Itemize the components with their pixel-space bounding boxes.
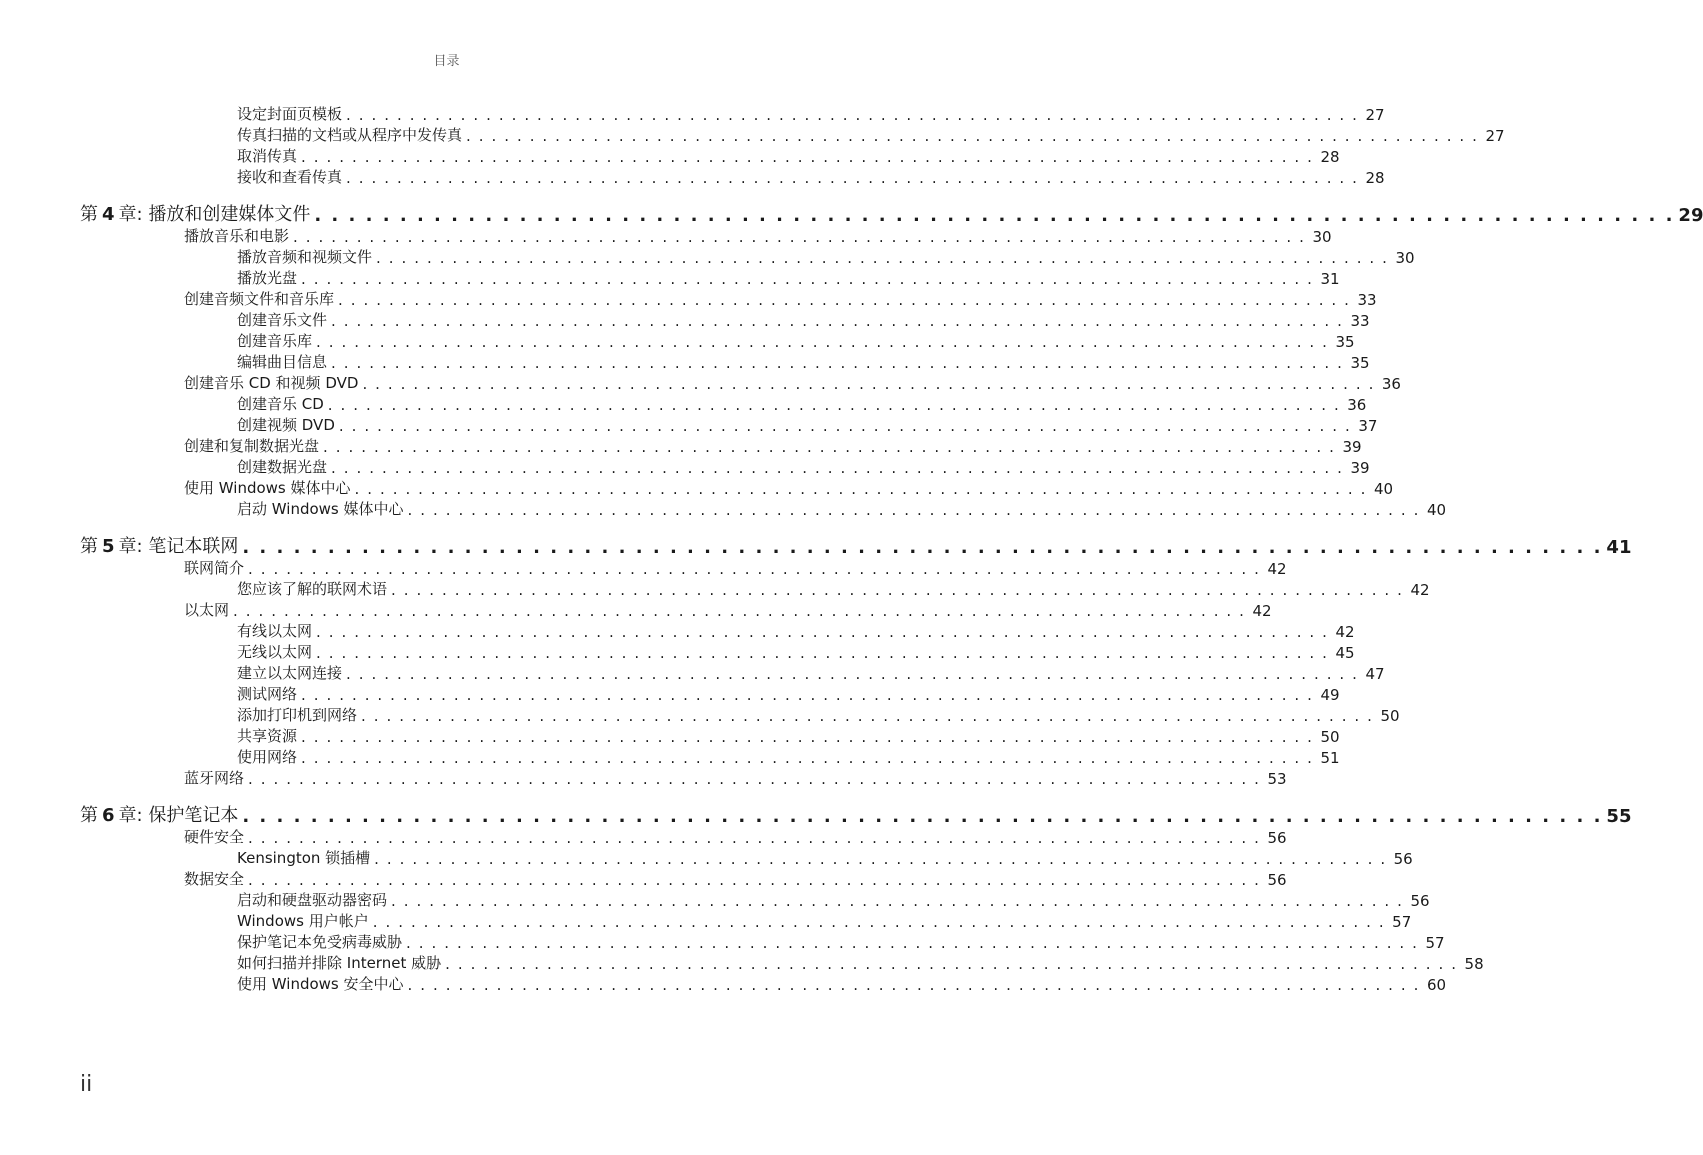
toc-entry[interactable] <box>237 310 1370 330</box>
toc-page-number: 56 <box>1267 829 1287 847</box>
toc-page-number: 30 <box>1312 228 1332 246</box>
dot-leader: . . . . . . . . . . . . . . . . . . . . . . . . . . . . . . . . . . . . . . . . . . . . . . . . . . . . . . . . . . . . . . . . . . . . . . . . . . . . . . . . <box>362 375 1375 393</box>
toc-entry[interactable] <box>237 932 1445 952</box>
toc-chapter-entry[interactable] <box>80 200 1703 226</box>
toc-entry-title: 无线以太网 <box>237 643 313 661</box>
toc-page-number: 50 <box>1380 707 1400 725</box>
toc-entry-title: 接收和查看传真 <box>237 168 343 186</box>
toc-entry[interactable] <box>184 373 1401 393</box>
toc-entry-title: 创建音乐文件 <box>237 311 328 329</box>
toc-entry-title: 创建音频文件和音乐库 <box>184 290 335 308</box>
dot-leader: . . . . . . . . . . . . . . . . . . . . . . . . . . . . . . . . . . . . . . . . . . . . . . . . . . . . . . . . . . . . . . . . . . . . . . . . . . . . . . . . <box>391 581 1404 599</box>
toc-page-number: 28 <box>1365 169 1385 187</box>
toc-entry-title: 播放音乐和电影 <box>184 227 290 245</box>
toc-entry-title <box>80 801 238 827</box>
toc-entry-title <box>80 532 238 558</box>
toc-entry[interactable] <box>184 827 1287 847</box>
toc-entry-title: 使用网络 <box>237 748 298 766</box>
toc-entry-title: 数据安全 <box>184 870 245 888</box>
chapter-prefix: 第 <box>80 805 98 826</box>
toc-entry[interactable] <box>237 499 1447 519</box>
dot-leader: . . . . . . . . . . . . . . . . . . . . . . . . . . . . . . . . . . . . . . . . . . . . . . . . . . . . . . . . . . . . . . . . . . . . . . . . . . . . . . . . <box>346 169 1359 187</box>
toc-entry[interactable] <box>237 457 1370 477</box>
toc-entry[interactable] <box>237 621 1355 641</box>
toc-entry-title: 建立以太网连接 <box>237 664 343 682</box>
toc-entry[interactable] <box>237 125 1505 145</box>
dot-leader: . . . . . . . . . . . . . . . . . . . . . . . . . . . . . . . . . . . . . . . . . . . . . . . . . . . . . . . . . . . . . . . . . . . . . . . . . . . . . . . . <box>338 417 1352 435</box>
toc-entry[interactable] <box>237 726 1340 746</box>
toc-entry[interactable] <box>184 289 1377 309</box>
toc-chapter-entry[interactable] <box>80 532 1632 558</box>
toc-entry-title: Windows 用户帐户 <box>237 912 369 930</box>
toc-page-number: 28 <box>1320 148 1340 166</box>
toc-entry-title: Kensington 锁插槽 <box>237 849 371 867</box>
toc-page-number: 36 <box>1381 375 1401 393</box>
dot-leader: . . . . . . . . . . . . . . . . . . . . . . . . . . . . . . . . . . . . . . . . . . . . . . . . . . . . . . . . . . . . . . . . . . . . . . . . . . . . . . . . <box>327 396 1341 414</box>
toc-page-number: 57 <box>1392 913 1412 931</box>
page-number: ii <box>80 1072 93 1097</box>
toc-chapter-entry[interactable] <box>80 801 1632 827</box>
dot-leader: . . . . . . . . . . . . . . . . . . . . . . . . . . . . . . . . . . . . . . . . . . . . . . . . . . . . . . . . . . . . . . . . . . . . . . . . . . . . . . . . <box>338 291 1351 309</box>
toc-page-number: 35 <box>1335 333 1355 351</box>
dot-leader: . . . . . . . . . . . . . . . . . . . . . . . . . . . . . . . . . . . . . . . . . . . . . . . . . . . . . . . . . . . . . . . . . . . . . . . . . . . . . . . . <box>301 148 1314 166</box>
toc-page-number: 58 <box>1464 955 1484 973</box>
dot-leader: . . . . . . . . . . . . . . . . . . . . . . . . . . . . . . . . . . . . . . . . . . . . . . . . . . . . . . . . . . . . . . . . . . . . . . . . . . . . . . . . <box>301 270 1314 288</box>
toc-entry[interactable] <box>237 642 1355 662</box>
toc-page-number: 35 <box>1350 354 1370 372</box>
toc-entry[interactable] <box>237 890 1430 910</box>
chapter-title: 章: 播放和创建媒体文件 <box>118 204 311 225</box>
toc-page-number: 60 <box>1426 976 1447 994</box>
dot-leader: . . . . . . . . . . . . . . . . . . . . . . . . . . . . . . . . . . . . . . . . . . . . . . . . . . . . . . . . . . . . . . . . . . . . . . . . . . . . . . . . <box>407 501 1421 519</box>
toc-entry-title: 您应该了解的联网术语 <box>237 580 388 598</box>
dot-leader: . . . . . . . . . . . . . . . . . . . . . . . . . . . . . . . . . . . . . . . . . . . . . . . . . . . . . . . . . . . . . . . . . . . . . . . . . . . . . . . . <box>301 686 1314 704</box>
toc-entry-title: 以太网 <box>184 601 230 619</box>
toc-page-number: 56 <box>1267 871 1287 889</box>
dot-leader: . . . . . . . . . . . . . . . . . . . . . . . . . . . . . . . . . . . . . . . . . . . . . . . . . . . . . . . . . . . . . . . . . . . . . . . . . . . . . . . . <box>323 438 1336 456</box>
toc-page-number: 49 <box>1320 686 1340 704</box>
toc-entry-title: 编辑曲目信息 <box>237 353 328 371</box>
toc-page-number: 45 <box>1335 644 1355 662</box>
toc-page-number: 39 <box>1342 438 1362 456</box>
toc-entry[interactable] <box>184 869 1287 889</box>
dot-leader: . . . . . . . . . . . . . . . . . . . . . . . . . . . . . . . . . . . . . . . . . . . . . . . . . . . . . . . . . . . . . . . . . . . . . . . . . . . . . . . . <box>316 623 1329 641</box>
toc-entry-title <box>80 200 310 226</box>
toc-page-number: 56 <box>1393 850 1413 868</box>
dot-leader: . . . . . . . . . . . . . . . . . . . . . . . . . . . . . . . . . . . . . . . . . . . . . . . . . . . . . . . . . . . . . . . . . . . . . . . . . . . . . . . . <box>361 707 1374 725</box>
toc-entry-title: 创建音乐 CD 和视频 DVD <box>184 374 359 392</box>
dot-leader: . . . . . . . . . . . . . . . . . . . . . . . . . . . . . . . . . . . . . . . . . . . . . . . . . . . . . . . . . . . . . . . . . . . . . . . . . . . . . . . . <box>466 127 1479 145</box>
toc-page-number: 55 <box>1606 806 1632 827</box>
toc-entry-title: 蓝牙网络 <box>184 769 245 787</box>
toc-entry[interactable] <box>237 415 1378 435</box>
toc-page-number: 40 <box>1373 480 1394 498</box>
dot-leader: . . . . . . . . . . . . . . . . . . . . . . . . . . . . . . . . . . . . . . . . . . . . . . . . . . . . . . . . . . . . . . . . . . . . . . . . . . . . . . . . <box>406 934 1419 952</box>
dot-leader: . . . . . . . . . . . . . . . . . . . . . . . . . . . . . . . . . . . . . . . . . . . . . . . . . . . . . . . . . . . . . . . . . . . . . . . . . . . . . . . . <box>301 749 1314 767</box>
toc-entry-title: 如何扫描并排除 Internet 威胁 <box>237 954 442 972</box>
toc-entry[interactable] <box>184 478 1394 498</box>
dot-leader: . . . . . . . . . . . . . . . . . . . . . . . . . . . . . . . . . . . . . . . . . . . . . . . . . . . . . . . . . . . . . . . . . . . . . . . . . . . . . . . . <box>242 806 1603 827</box>
toc-entry-title: 共享资源 <box>237 727 298 745</box>
toc-entry-title: 启动 Windows 媒体中心 <box>237 500 404 518</box>
toc-entry[interactable] <box>237 167 1385 187</box>
dot-leader: . . . . . . . . . . . . . . . . . . . . . . . . . . . . . . . . . . . . . . . . . . . . . . . . . . . . . . . . . . . . . . . . . . . . . . . . . . . . . . . . <box>354 480 1368 498</box>
dot-leader: . . . . . . . . . . . . . . . . . . . . . . . . . . . . . . . . . . . . . . . . . . . . . . . . . . . . . . . . . . . . . . . . . . . . . . . . . . . . . . . . <box>248 829 1261 847</box>
toc-entry[interactable] <box>237 146 1340 166</box>
dot-leader: . . . . . . . . . . . . . . . . . . . . . . . . . . . . . . . . . . . . . . . . . . . . . . . . . . . . . . . . . . . . . . . . . . . . . . . . . . . . . . . . <box>233 602 1246 620</box>
toc-entry[interactable] <box>237 331 1355 351</box>
toc-entry[interactable] <box>237 394 1367 414</box>
toc-page-number: 27 <box>1365 106 1385 124</box>
toc-entry-title: 播放光盘 <box>237 269 298 287</box>
dot-leader: . . . . . . . . . . . . . . . . . . . . . . . . . . . . . . . . . . . . . . . . . . . . . . . . . . . . . . . . . . . . . . . . . . . . . . . . . . . . . . . . <box>331 312 1344 330</box>
toc-entry-title: 取消传真 <box>237 147 298 165</box>
dot-leader: . . . . . . . . . . . . . . . . . . . . . . . . . . . . . . . . . . . . . . . . . . . . . . . . . . . . . . . . . . . . . . . . . . . . . . . . . . . . . . . . <box>407 976 1421 994</box>
chapter-number: 4 <box>102 204 115 225</box>
chapter-prefix: 第 <box>80 204 98 225</box>
toc-entry[interactable] <box>237 247 1415 267</box>
running-header: 目录 <box>433 54 460 69</box>
toc-entry-title: 设定封面页模板 <box>237 105 343 123</box>
dot-leader: . . . . . . . . . . . . . . . . . . . . . . . . . . . . . . . . . . . . . . . . . . . . . . . . . . . . . . . . . . . . . . . . . . . . . . . . . . . . . . . . <box>346 106 1359 124</box>
dot-leader: . . . . . . . . . . . . . . . . . . . . . . . . . . . . . . . . . . . . . . . . . . . . . . . . . . . . . . . . . . . . . . . . . . . . . . . . . . . . . . . . <box>314 205 1675 226</box>
toc-page-number: 51 <box>1320 749 1340 767</box>
toc-page-number: 40 <box>1426 501 1447 519</box>
dot-leader: . . . . . . . . . . . . . . . . . . . . . . . . . . . . . . . . . . . . . . . . . . . . . . . . . . . . . . . . . . . . . . . . . . . . . . . . . . . . . . . . <box>391 892 1404 910</box>
toc-entry[interactable] <box>237 579 1430 599</box>
toc-page-number: 27 <box>1485 127 1505 145</box>
toc-entry-title: 创建数据光盘 <box>237 458 328 476</box>
toc-page-number: 42 <box>1410 581 1430 599</box>
dot-leader: . . . . . . . . . . . . . . . . . . . . . . . . . . . . . . . . . . . . . . . . . . . . . . . . . . . . . . . . . . . . . . . . . . . . . . . . . . . . . . . . <box>248 560 1261 578</box>
toc-entry[interactable] <box>237 848 1413 868</box>
toc-page-number: 29 <box>1678 205 1703 226</box>
toc-entry[interactable] <box>237 684 1340 704</box>
dot-leader: . . . . . . . . . . . . . . . . . . . . . . . . . . . . . . . . . . . . . . . . . . . . . . . . . . . . . . . . . . . . . . . . . . . . . . . . . . . . . . . . <box>301 728 1314 746</box>
toc-entry-title: 测试网络 <box>237 685 298 703</box>
dot-leader: . . . . . . . . . . . . . . . . . . . . . . . . . . . . . . . . . . . . . . . . . . . . . . . . . . . . . . . . . . . . . . . . . . . . . . . . . . . . . . . . <box>346 665 1359 683</box>
toc-entry-title: 保护笔记本免受病毒威胁 <box>237 933 403 951</box>
toc-entry[interactable] <box>184 226 1332 246</box>
toc-entry[interactable] <box>237 663 1385 683</box>
dot-leader: . . . . . . . . . . . . . . . . . . . . . . . . . . . . . . . . . . . . . . . . . . . . . . . . . . . . . . . . . . . . . . . . . . . . . . . . . . . . . . . . <box>316 644 1329 662</box>
toc-entry-title: 播放音频和视频文件 <box>237 248 373 266</box>
toc-entry[interactable] <box>237 705 1400 725</box>
toc-entry-title: 传真扫描的文档或从程序中发传真 <box>237 126 463 144</box>
toc-entry-title: 启动和硬盘驱动器密码 <box>237 891 388 909</box>
toc-entry[interactable] <box>184 768 1287 788</box>
toc-entry-title: 创建音乐 CD <box>237 395 324 413</box>
toc-entry[interactable] <box>237 747 1340 767</box>
toc-entry[interactable] <box>237 104 1385 124</box>
chapter-number: 6 <box>102 805 115 826</box>
dot-leader: . . . . . . . . . . . . . . . . . . . . . . . . . . . . . . . . . . . . . . . . . . . . . . . . . . . . . . . . . . . . . . . . . . . . . . . . . . . . . . . . <box>242 537 1603 558</box>
dot-leader: . . . . . . . . . . . . . . . . . . . . . . . . . . . . . . . . . . . . . . . . . . . . . . . . . . . . . . . . . . . . . . . . . . . . . . . . . . . . . . . . <box>331 459 1344 477</box>
dot-leader: . . . . . . . . . . . . . . . . . . . . . . . . . . . . . . . . . . . . . . . . . . . . . . . . . . . . . . . . . . . . . . . . . . . . . . . . . . . . . . . . <box>376 249 1389 267</box>
dot-leader: . . . . . . . . . . . . . . . . . . . . . . . . . . . . . . . . . . . . . . . . . . . . . . . . . . . . . . . . . . . . . . . . . . . . . . . . . . . . . . . . <box>316 333 1329 351</box>
toc-entry[interactable] <box>184 600 1272 620</box>
toc-page-number: 36 <box>1347 396 1367 414</box>
toc-page-number: 42 <box>1267 560 1287 578</box>
chapter-number: 5 <box>102 536 115 557</box>
toc-entry[interactable] <box>184 436 1362 456</box>
toc-page-number: 57 <box>1425 934 1445 952</box>
toc-page-number: 30 <box>1395 249 1415 267</box>
toc-page-number: 56 <box>1410 892 1430 910</box>
toc-page-number: 39 <box>1350 459 1370 477</box>
toc-entry[interactable] <box>184 558 1287 578</box>
dot-leader: . . . . . . . . . . . . . . . . . . . . . . . . . . . . . . . . . . . . . . . . . . . . . . . . . . . . . . . . . . . . . . . . . . . . . . . . . . . . . . . . <box>331 354 1344 372</box>
toc-entry-title: 硬件安全 <box>184 828 245 846</box>
dot-leader: . . . . . . . . . . . . . . . . . . . . . . . . . . . . . . . . . . . . . . . . . . . . . . . . . . . . . . . . . . . . . . . . . . . . . . . . . . . . . . . . <box>374 850 1387 868</box>
dot-leader: . . . . . . . . . . . . . . . . . . . . . . . . . . . . . . . . . . . . . . . . . . . . . . . . . . . . . . . . . . . . . . . . . . . . . . . . . . . . . . . . <box>293 228 1306 246</box>
toc-page-number: 47 <box>1365 665 1385 683</box>
toc-entry[interactable] <box>237 352 1370 372</box>
toc-page-number: 41 <box>1606 537 1632 558</box>
chapter-title: 章: 保护笔记本 <box>118 805 239 826</box>
toc-page-number: 31 <box>1320 270 1340 288</box>
toc-entry-title: 联网简介 <box>184 559 245 577</box>
toc-page-number: 33 <box>1357 291 1377 309</box>
toc-entry[interactable] <box>237 974 1447 994</box>
toc-page-number: 42 <box>1335 623 1355 641</box>
toc-entry-title: 创建视频 DVD <box>237 416 335 434</box>
chapter-title: 章: 笔记本联网 <box>118 536 239 557</box>
toc-page-number: 53 <box>1267 770 1287 788</box>
toc-page-number: 33 <box>1350 312 1370 330</box>
dot-leader: . . . . . . . . . . . . . . . . . . . . . . . . . . . . . . . . . . . . . . . . . . . . . . . . . . . . . . . . . . . . . . . . . . . . . . . . . . . . . . . . <box>248 871 1261 889</box>
chapter-prefix: 第 <box>80 536 98 557</box>
toc-entry-title: 有线以太网 <box>237 622 313 640</box>
toc-entry-title: 添加打印机到网络 <box>237 706 358 724</box>
toc-entry-title: 使用 Windows 安全中心 <box>237 975 404 993</box>
toc-entry[interactable] <box>237 911 1412 931</box>
toc-page-number: 42 <box>1252 602 1272 620</box>
toc-entry[interactable] <box>237 953 1484 973</box>
toc-entry-title: 创建和复制数据光盘 <box>184 437 320 455</box>
toc-entry[interactable] <box>237 268 1340 288</box>
dot-leader: . . . . . . . . . . . . . . . . . . . . . . . . . . . . . . . . . . . . . . . . . . . . . . . . . . . . . . . . . . . . . . . . . . . . . . . . . . . . . . . . <box>248 770 1261 788</box>
toc-page-number: 37 <box>1358 417 1378 435</box>
toc-entry-title: 创建音乐库 <box>237 332 313 350</box>
toc-entry-title: 使用 Windows 媒体中心 <box>184 479 351 497</box>
dot-leader: . . . . . . . . . . . . . . . . . . . . . . . . . . . . . . . . . . . . . . . . . . . . . . . . . . . . . . . . . . . . . . . . . . . . . . . . . . . . . . . . <box>445 955 1458 973</box>
toc-page-number: 50 <box>1320 728 1340 746</box>
dot-leader: . . . . . . . . . . . . . . . . . . . . . . . . . . . . . . . . . . . . . . . . . . . . . . . . . . . . . . . . . . . . . . . . . . . . . . . . . . . . . . . . <box>372 913 1386 931</box>
